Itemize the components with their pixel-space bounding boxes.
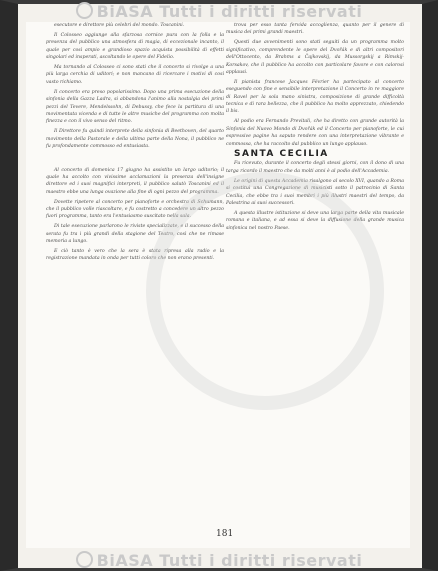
page-number: 181 [216, 529, 234, 539]
right-column [226, 22, 404, 235]
seal-icon [76, 2, 93, 19]
paragraph: Le origini di questa Accademia risalgono al secolo XVI, quando a Roma si costituì una Congregazione di musicisti sotto il patrocinio di Santa Cecilia, che ebbe tra i suoi membri i più illustri maestri del tempo, da Palestrina ai suoi successori. [226, 178, 404, 206]
paragraph: Il Direttore fu quindi interprete della sinfonia di Beethoven, del quarto movimento della Pastorale e della ultima parte della Nona, il pubblico ne fu profondamente commosso ed entusiasta. [46, 129, 224, 150]
paragraph: Di tale esecuzione parlarono le riviste specializzate, e il successo della serata fu tra i più grandi della stagione del Teatro, così che ne rimase memoria a lungo. [46, 224, 224, 245]
paragraph: Al concerto di domenica 17 giugno ha assistito un largo uditorio; il quale ha accolto con vivissime acclamazioni la presenza dell'insigne direttore ed i suoi magnifici interpreti, il pubblico salutò Toscanini ed il maestro ebbe una lunga ovazione alla fine di ogni pezzo del programma. [46, 167, 224, 195]
paragraph: Fu ricevuto, durante il concerto degli stessi giorni, con il dono di una targa ricordo il maestro che da molti anni è al podio dell'Accademia. [226, 161, 404, 174]
paragraph: E ciò tanto è vero che la sera è stata ripresa alla radio e la registrazione mandata in onda per tutti coloro che non erano presenti. [46, 249, 224, 262]
section-heading: SANTA CECILIA [234, 148, 329, 159]
paragraph: A questa illustre istituzione si deve una larga parte della vita musicale romana e italiana, e ad essa si deve la diffusione della grande musica sinfonica nel nostro Paese. [226, 210, 404, 231]
paragraph: trova per esso tanta fervida accoglienza, quanto per il genere di musica dei primi grandi maestri. [226, 23, 404, 36]
paragraph: Questi due avvenimenti sono stati seguiti da un programma molto significativo, comprendente le opere del Dvořák e di altri compositori dell'Ottocento, da Brahms a Čajkovskij, da Mussorgskij a Rimskij-Korsakov, che il pubblico ha accolto con particolare favore e con calorosi applausi. [226, 40, 404, 75]
paragraph: esecutore e direttore più celebri del mondo. Toscanini. [54, 23, 185, 28]
watermark-bottom: BiASA Tutti i diritti riservati [0, 551, 438, 570]
paragraph: Il Colosseo aggiunge alla sfarzosa cornice pura con la folla e la presenza del pubblico una atmosfera di magia, di eccezionale incanto, il quale per così ampio e grandioso spazio acquista possibilità di effetti singolari ed insperati, ascoltando le opere del Fidelio. [46, 32, 224, 61]
paragraph: Dovette ripetere al concerto per pianoforte e orchestra di Schumann, che il pubblico volle riascoltare, e fu costretto a concedere un altro pezzo fuori programma, tanto era l'entusiasmo suscitato nella sala. [46, 199, 224, 220]
watermark-top: BiASA Tutti i diritti riservati [0, 2, 438, 21]
paragraph: Al podio era Fernando Previtali, che ha diretto con grande autorità la Sinfonia del Nuovo Mondo di Dvořák ed il Concerto per pianoforte, le cui espressive pagine ha saputo rendere con una interpretazione vibrante e commossa, che ha raccolto dal pubblico un lungo applauso. [226, 119, 404, 147]
seal-icon [76, 551, 93, 568]
paragraph: Il pianista francese Jacques Février ha partecipato al concerto eseguendo con fine e sensibile interpretazione il Concerto in re maggiore di Ravel per la sola mano sinistra, composizione di grande difficoltà tecnica e di rara bellezza, che il pubblico ha molto apprezzato, chiedendo il bis. [226, 79, 404, 115]
paragraph: Ma tornando al Colosseo ci sono stati che il concerto si rivolge a una più larga cerchia di uditori; e non mancano di ricercare i motivi di così vasto richiamo. [46, 65, 224, 85]
left-column [46, 22, 224, 265]
paragraph: Il concerto era preso popolarissimo. Dopo una prima esecuzione della sinfonia della Gazza Ladra, si abbandona l'animo alla nostalgia dei primi pezzi del Tevere, Mendelssohn, di Debussy, che fece la partitura di una movimentata vicenda e di tutte le altre musiche del programma con molta finezza e con il vivo senso del ritmo. [46, 89, 224, 125]
document-page [26, 22, 410, 548]
